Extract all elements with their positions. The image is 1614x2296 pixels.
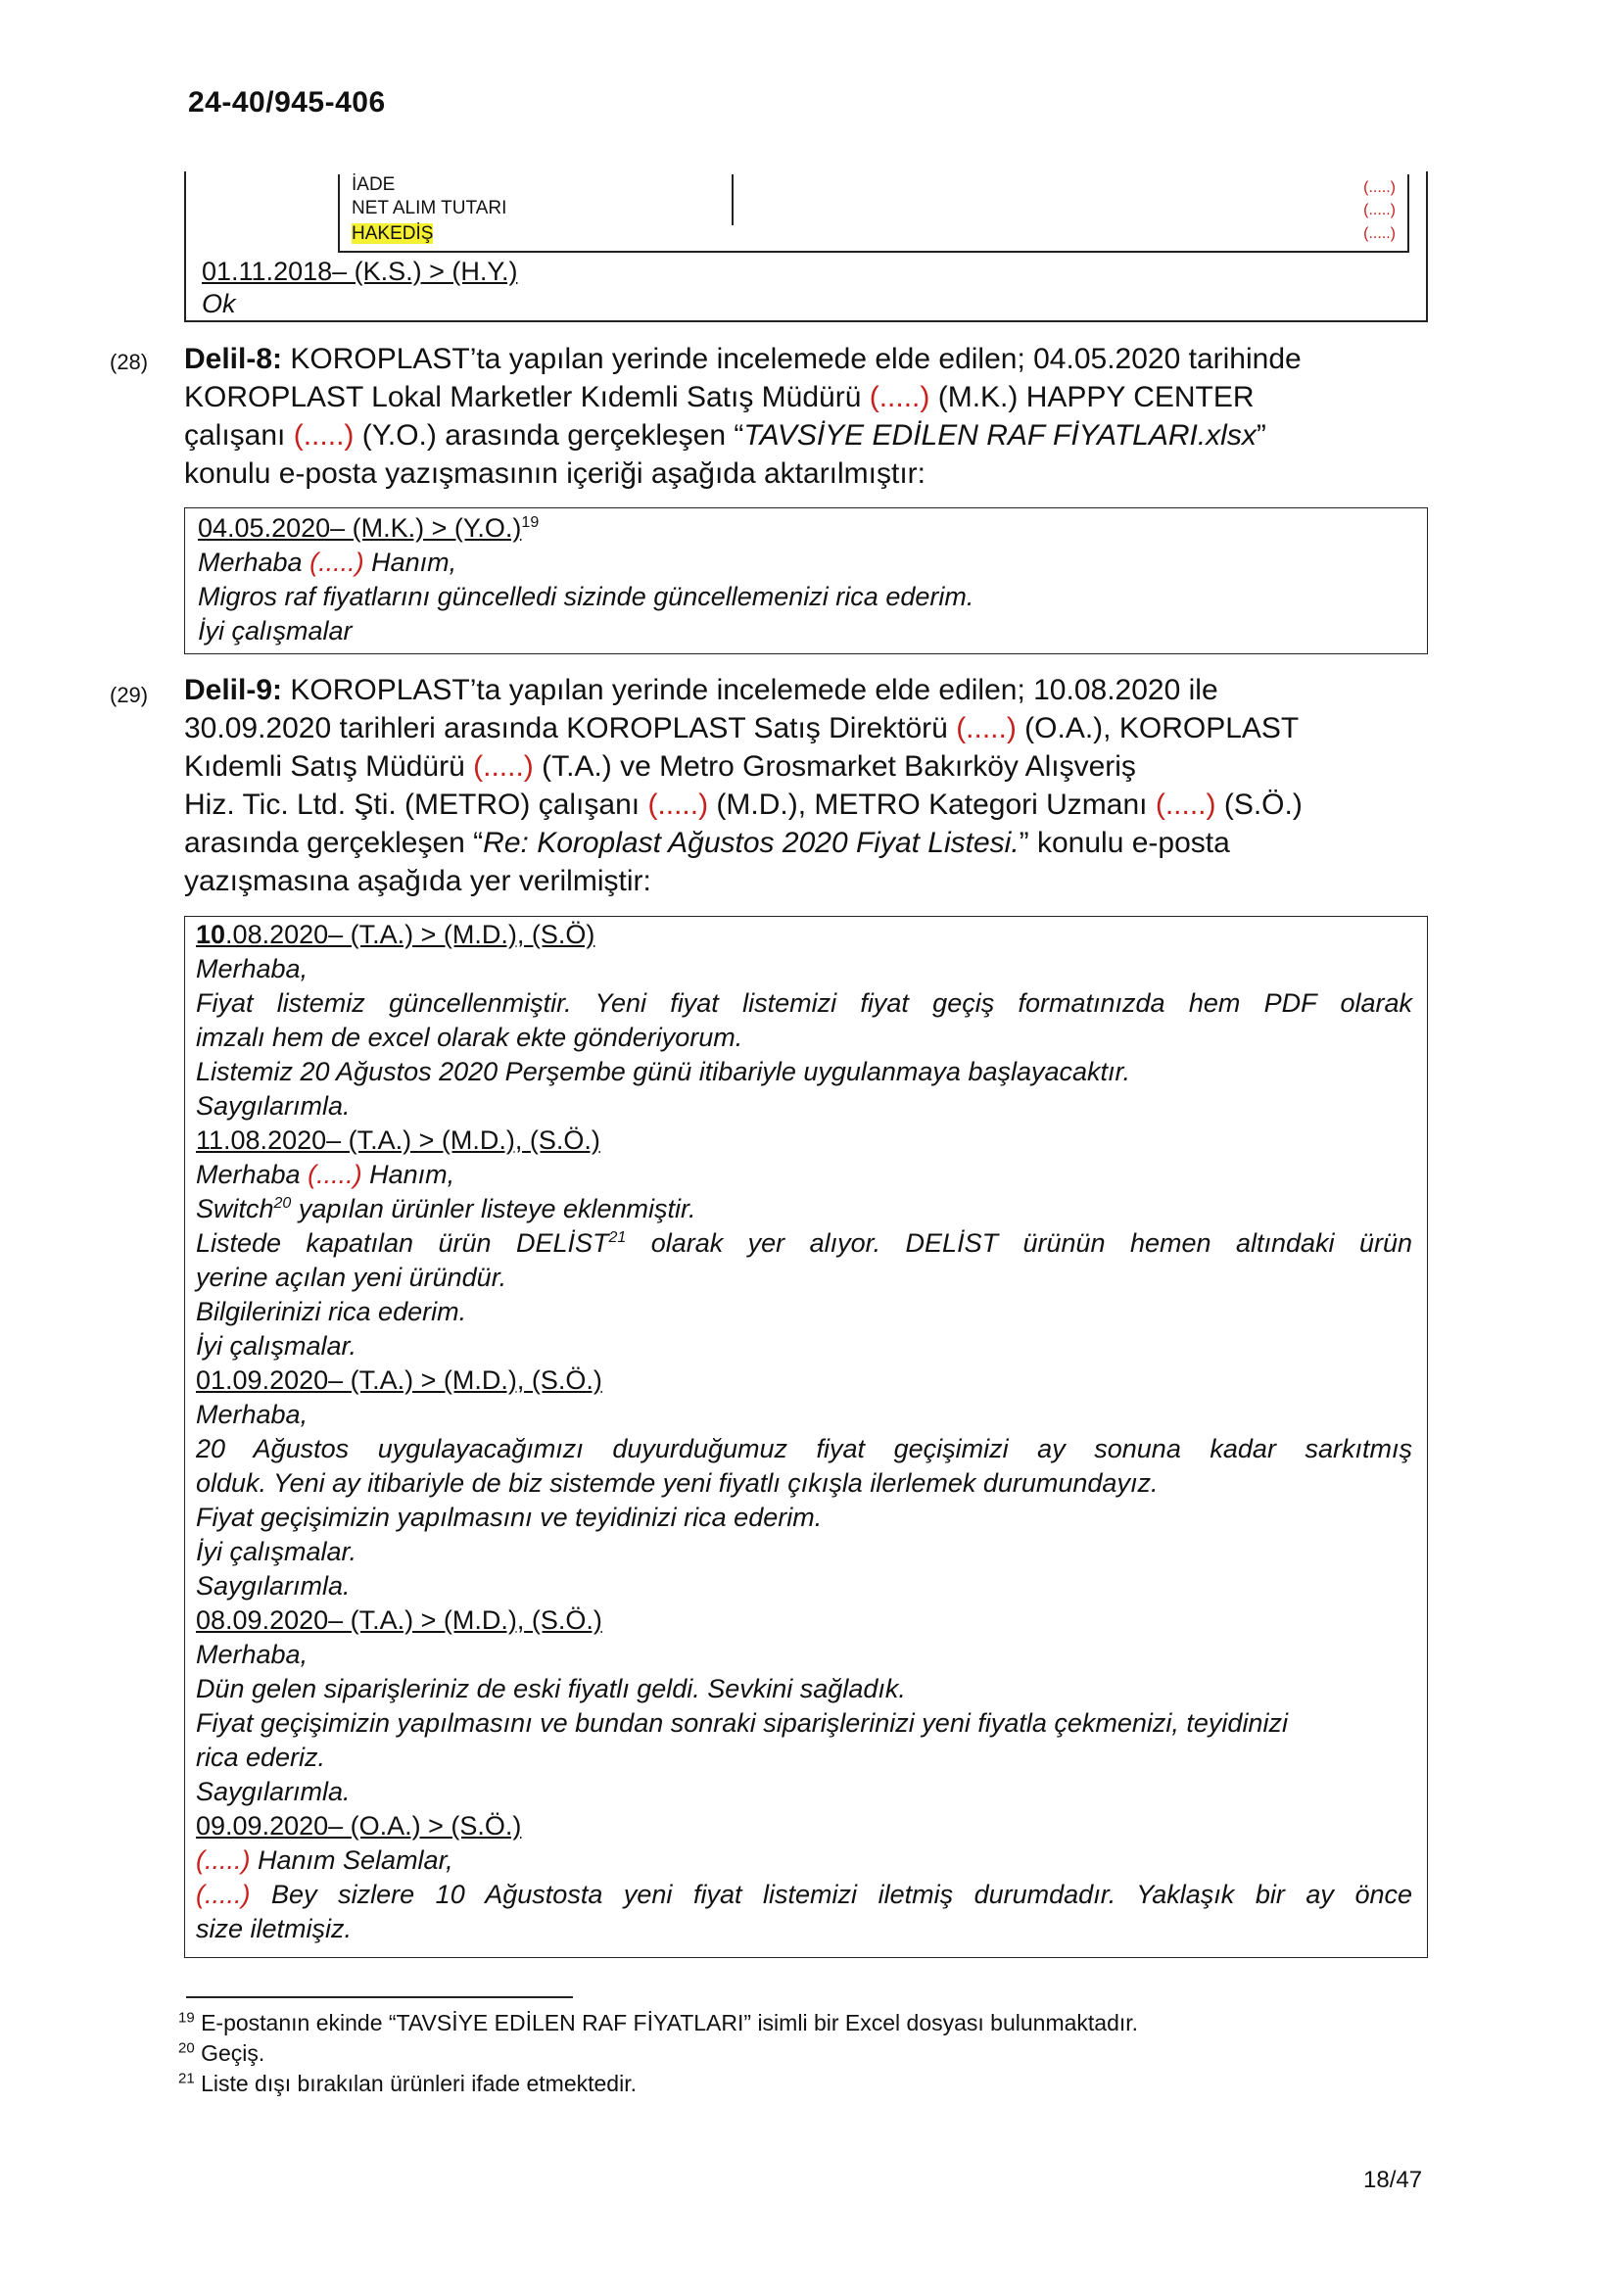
inner-table xyxy=(338,174,1415,251)
paragraph-28 xyxy=(184,340,1433,493)
email-body-line: Migros raf fiyatlarını güncelledi sizinde güncellemenizi rica ederim. xyxy=(198,582,974,611)
page-number: 18/47 xyxy=(1363,2167,1423,2193)
row-value-net-alim: (.....) xyxy=(1363,202,1396,218)
email-body-line: Merhaba, xyxy=(196,954,309,983)
email-date-line: 11.08.2020– (T.A.) > (M.D.), (S.Ö.) xyxy=(196,1125,600,1155)
email-body-line: olduk. Yeni ay itibariyle de biz sistemde yeni fiyatlı çıkışla ilerlemek durumundayız. xyxy=(196,1468,1159,1498)
email-body-line: Listemiz 20 Ağustos 2020 Perşembe günü itibariyle uygulanmaya başlayacaktır. xyxy=(196,1057,1131,1086)
email-greeting: Merhaba (.....) Hanım, xyxy=(196,1160,455,1189)
paragraph-line: Hiz. Tic. Ltd. Şti. (METRO) çalışanı (.....) (M.D.), METRO Kategori Uzmanı (.....) (S.Ö.) xyxy=(184,789,1303,821)
footnote-20: $^{20}$ Geçiş. xyxy=(178,2039,265,2066)
paragraph-number: (29) xyxy=(110,683,149,707)
paragraph-line: Kıdemli Satış Müdürü (.....) (T.A.) ve Metro Grosmarket Bakırköy Alışveriş xyxy=(184,750,1136,783)
email-body-line: Fiyat listemiz güncellenmiştir. Yeni fiyat listemizi fiyat geçiş formatınızda hem PDF olarak xyxy=(196,988,1412,1018)
email-greeting: (.....) Hanım Selamlar, xyxy=(196,1845,453,1875)
email-body-line: yerine açılan yeni üründür. xyxy=(196,1263,507,1292)
paragraph-line: yazışmasına aşağıda yer verilmiştir: xyxy=(184,865,651,897)
row-label-hakedis: HAKEDİŞ xyxy=(352,223,434,244)
email-body-line: İyi çalışmalar xyxy=(198,616,353,646)
footnotes xyxy=(178,2008,1138,2099)
email-body-line: Dün gelen siparişleriniz de eski fiyatlı geldi. Sevkini sağladık. xyxy=(196,1674,906,1703)
row-label-iade: İADE xyxy=(352,174,396,195)
row-value-hakedis: (.....) xyxy=(1363,225,1396,242)
paragraph-number: (28) xyxy=(110,350,149,374)
email-date-line: 01.11.2018– (K.S.) > (H.Y.) xyxy=(202,257,518,286)
email-body-line: Fiyat geçişimizin yapılmasını ve bundan sonraki siparişlerinizi yeni fiyatla çekmenizi, teyidinizi xyxy=(196,1708,1288,1738)
email-body-line: İyi çalışmalar. xyxy=(196,1331,357,1361)
email-body-line: Merhaba, xyxy=(196,1400,309,1429)
row-label-net-alim: NET ALIM TUTARI xyxy=(352,198,507,218)
email-body-line: Saygılarımla. xyxy=(196,1091,351,1121)
document-id: 24-40/945-406 xyxy=(188,86,386,119)
email-body-line: 20 Ağustos uygulayacağımızı duyurduğumuz fiyat geçişimizi ay sonuna kadar sarkıtmış xyxy=(196,1434,1412,1463)
paragraph-line: arasında gerçekleşen “Re: Koroplast Ağustos 2020 Fiyat Listesi.” konulu e-posta xyxy=(184,827,1230,859)
paragraph-line: çalışanı (.....) (Y.O.) arasında gerçekleşen “TAVSİYE EDİLEN RAF FİYATLARI.xlsx” xyxy=(184,419,1266,452)
email-body-line: Fiyat geçişimizin yapılmasını ve teyidinizi rica ederim. xyxy=(196,1503,823,1532)
email-greeting: Merhaba (.....) Hanım, xyxy=(198,548,457,577)
row-value-iade: (.....) xyxy=(1363,179,1396,196)
email-date-line: 10.08.2020– (T.A.) > (M.D.), (S.Ö) xyxy=(196,920,595,949)
footnote-separator xyxy=(186,1996,573,1998)
paragraph-line: Delil-8: KOROPLAST’ta yapılan yerinde incelemede elde edilen; 04.05.2020 tarihinde xyxy=(184,343,1302,375)
email-body-line: size iletmişiz. xyxy=(196,1914,353,1943)
email-body-line: imzalı hem de excel olarak ekte gönderiyorum. xyxy=(196,1023,743,1052)
email-body-line: Saygılarımla. xyxy=(196,1571,351,1601)
email-body-line: Saygılarımla. xyxy=(196,1777,351,1806)
footnote-21: $^{21}$ Liste dışı bırakılan ürünleri ifade etmektedir. xyxy=(178,2070,637,2096)
email-body-line: Merhaba, xyxy=(196,1640,309,1669)
paragraph-line: KOROPLAST Lokal Marketler Kıdemli Satış Müdürü (.....) (M.K.) HAPPY CENTER xyxy=(184,381,1255,413)
email-date-line: 09.09.2020– (O.A.) > (S.Ö.) xyxy=(196,1811,522,1841)
email-body-line: Switch$^{20}$ yapılan ürünler listeye eklenmiştir. xyxy=(196,1194,696,1223)
email-date-line: 01.09.2020– (T.A.) > (M.D.), (S.Ö.) xyxy=(196,1365,602,1395)
paragraph-line: konulu e-posta yazışmasının içeriği aşağıda aktarılmıştır: xyxy=(184,457,926,490)
email-body-line: (.....) Bey sizlere 10 Ağustosta yeni fiyat listemizi iletmiş durumdadır. Yaklaşık bir ay önce xyxy=(196,1880,1412,1909)
email-quote-29 xyxy=(196,918,1412,1946)
paragraph-line: 30.09.2020 tarihleri arasında KOROPLAST Satış Direktörü (.....) (O.A.), KOROPLAST xyxy=(184,712,1300,744)
email-body-line: rica ederiz. xyxy=(196,1743,326,1772)
email-body-line: Bilgilerinizi rica ederim. xyxy=(196,1297,467,1326)
paragraph-line: Delil-9: KOROPLAST’ta yapılan yerinde incelemede elde edilen; 10.08.2020 ile xyxy=(184,674,1218,706)
email-closing: Ok xyxy=(202,289,236,318)
paragraph-29 xyxy=(184,671,1433,900)
email-date-line: 04.05.2020– $(M.K.) > (Y.O.)^{19}$ xyxy=(198,513,540,543)
email-quote-28 xyxy=(198,511,1412,648)
email-body-line: İyi çalışmalar. xyxy=(196,1537,357,1566)
footnote-19: $^{19}$ E-postanın ekinde “TAVSİYE EDİLEN RAF FİYATLARI” isimli bir Excel dosyası bulunmaktadır. xyxy=(178,2009,1139,2035)
email-date-line: 08.09.2020– (T.A.) > (M.D.), (S.Ö.) xyxy=(196,1605,602,1635)
email-body-line: Listede kapatılan ürün DELİST$^{21}$ olarak yer alıyor. DELİST ürünün hemen altındaki ürün xyxy=(196,1228,1412,1258)
